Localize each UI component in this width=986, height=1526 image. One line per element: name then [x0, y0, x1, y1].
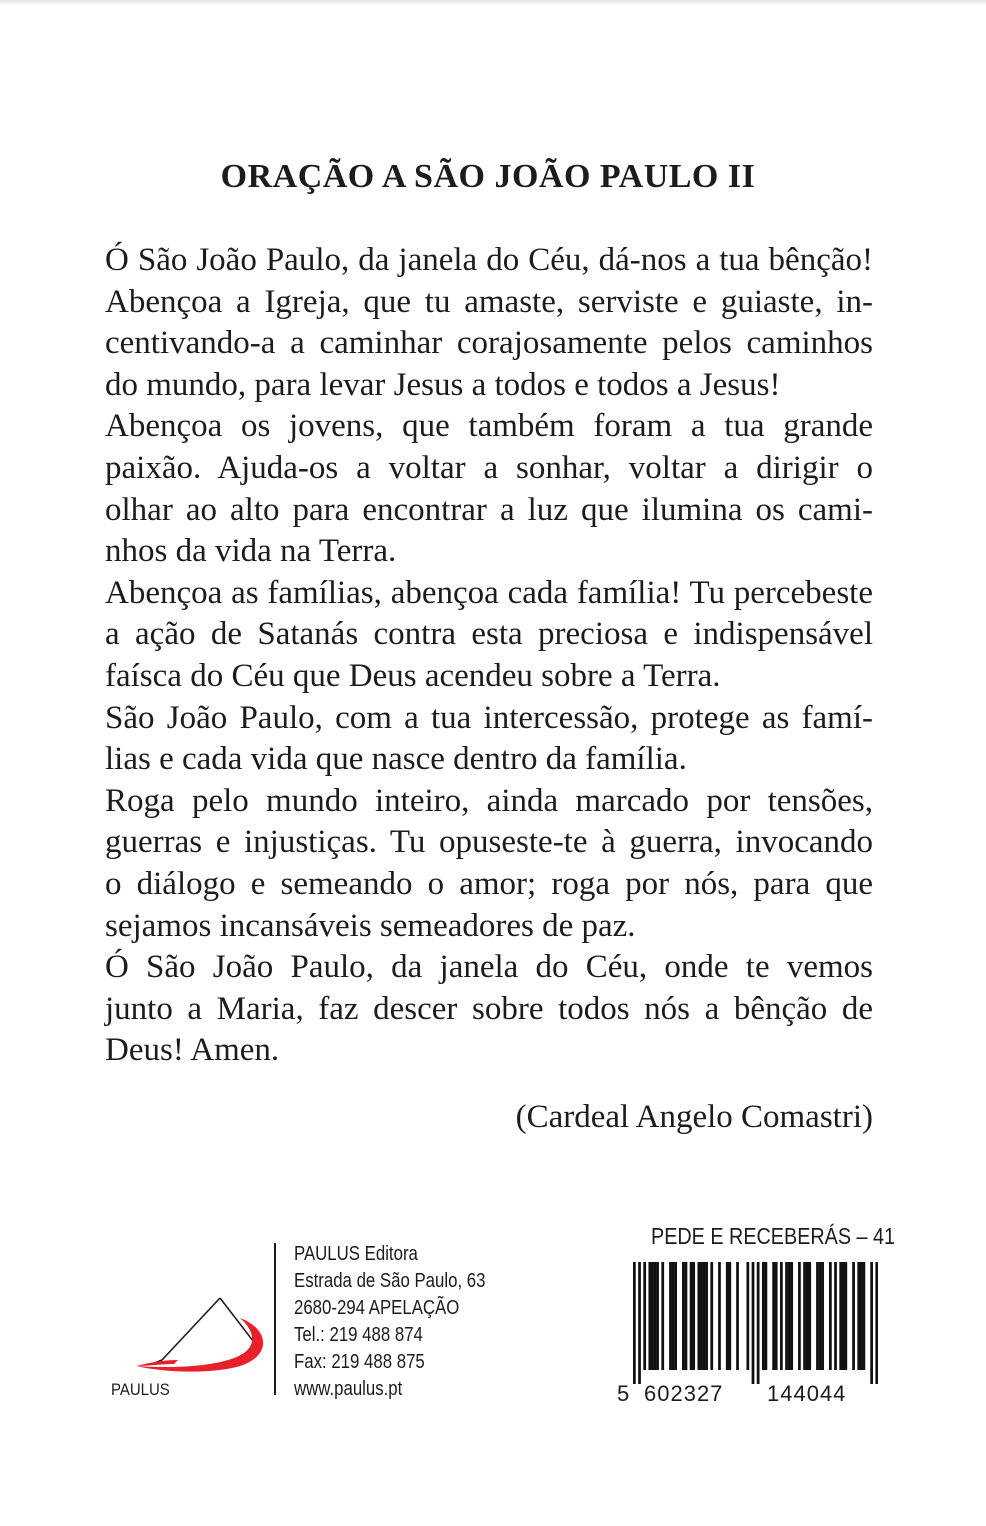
barcode-bar	[863, 1262, 866, 1370]
barcode-bar	[656, 1262, 659, 1370]
barcode-bar	[648, 1262, 651, 1370]
barcode-bar	[757, 1262, 760, 1384]
barcode-bar	[726, 1262, 729, 1370]
prayer-line: olhar ao alto para encontrar a luz que ilumina os cami-	[105, 491, 873, 528]
prayer-line: nhos da vida na Terra.	[105, 533, 397, 570]
cover-top-edge	[0, 0, 986, 6]
prayer-line: o diálogo e semeando o amor; roga por nós, para que	[105, 865, 873, 902]
prayer-line: São João Paulo, com a tua intercessão, protege as famí-	[105, 699, 873, 736]
prayer-text	[105, 240, 873, 1072]
barcode-bar	[780, 1262, 783, 1370]
barcode-bar	[788, 1262, 791, 1370]
prayer-author: (Cardeal Angelo Comastri)	[515, 1099, 873, 1135]
barcode-bar	[654, 1262, 657, 1370]
barcode-bar	[790, 1262, 793, 1370]
barcode-bar	[643, 1262, 646, 1370]
prayer-line: Abençoa os jovens, que também foram a tua grande	[105, 408, 873, 445]
prayer-line: a ação de Satanás contra esta preciosa e indispensável	[105, 616, 873, 653]
barcode-bar	[728, 1262, 731, 1370]
barcode-bar	[842, 1262, 845, 1370]
barcode-first-digit: 5	[617, 1381, 631, 1406]
barcode-bar	[775, 1262, 778, 1370]
barcode-bar	[661, 1262, 664, 1370]
barcode-bar	[685, 1262, 688, 1370]
prayer-line: Ó São João Paulo, da janela do Céu, onde te vemos	[105, 949, 873, 986]
barcode-bar	[772, 1262, 775, 1370]
publisher-name: PAULUS Editora	[294, 1243, 418, 1265]
barcode-bar	[700, 1262, 703, 1370]
barcode-bar	[669, 1262, 672, 1370]
barcode-bar	[746, 1262, 749, 1370]
barcode-bar	[821, 1262, 824, 1370]
barcode-bar	[860, 1262, 863, 1370]
barcode-bar	[718, 1262, 721, 1370]
prayer-line: Abençoa a Igreja, que tu amaste, serviste e guiaste, in-	[105, 283, 873, 320]
barcode-bar	[705, 1262, 708, 1370]
barcode-bar	[852, 1262, 855, 1370]
prayer-line: Ó São João Paulo, da janela do Céu, dá-nos a tua bênção!	[105, 242, 873, 278]
prayer-title: ORAÇÃO A SÃO JOÃO PAULO II	[220, 158, 756, 195]
barcode-bar	[834, 1262, 837, 1370]
publisher-fax: Fax: 219 488 875	[294, 1351, 425, 1373]
barcode-bar	[682, 1262, 685, 1370]
prayer-line: sejamos incansáveis semeadores de paz.	[105, 907, 636, 944]
prayer-line: paixão. Ajuda-os a voltar a sonhar, voltar a dirigir o	[105, 449, 873, 486]
barcode-bar	[638, 1262, 641, 1384]
series-label: PEDE E RECEBERÁS – 41	[651, 1223, 896, 1249]
publisher-website: www.paulus.pt	[294, 1378, 403, 1400]
barcode-bar	[844, 1262, 847, 1370]
barcode-bar	[808, 1262, 811, 1370]
barcode-bar	[839, 1262, 842, 1370]
barcode-bar	[736, 1262, 739, 1370]
barcode-bar	[806, 1262, 809, 1370]
barcode-bar	[752, 1262, 755, 1384]
barcode-bar	[633, 1262, 636, 1384]
prayer-line: do mundo, para levar Jesus a todos e todos a Jesus!	[105, 366, 781, 403]
prayer-line: faísca do Céu que Deus acendeu sobre a Terra.	[105, 657, 721, 694]
barcode-bar	[651, 1262, 654, 1370]
barcode-bar	[765, 1262, 768, 1370]
prayer-line: Deus! Amen.	[105, 1032, 280, 1069]
publisher-address	[294, 1241, 485, 1403]
barcode-bar	[803, 1262, 806, 1370]
barcode-bar	[690, 1262, 693, 1370]
barcode-bar	[674, 1262, 677, 1370]
barcode-bar	[703, 1262, 706, 1370]
prayer-line: Abençoa as famílias, abençoa cada família! Tu percebeste	[105, 574, 873, 611]
barcode-bar	[697, 1262, 700, 1370]
publisher-street: Estrada de São Paulo, 63	[294, 1270, 486, 1292]
barcode-bar	[870, 1262, 873, 1384]
barcode-bar	[710, 1262, 713, 1370]
barcode-bar	[829, 1262, 832, 1370]
divider	[274, 1243, 276, 1395]
barcode-bar	[785, 1262, 788, 1370]
publisher-logo-label: PAULUS	[111, 1380, 170, 1399]
publisher-phone: Tel.: 219 488 874	[294, 1324, 423, 1346]
barcode-bar	[798, 1262, 801, 1370]
barcode-right-group: 144044	[767, 1381, 847, 1406]
publisher-postal: 2680-294 APELAÇÃO	[294, 1297, 460, 1319]
barcode-bar	[819, 1262, 822, 1370]
barcode-bar	[857, 1262, 860, 1370]
barcode-left-group: 602327	[644, 1381, 724, 1406]
prayer-line: junto a Maria, faz descer sobre todos nós a bênção de	[105, 990, 873, 1027]
barcode-bar	[692, 1262, 695, 1370]
barcode	[633, 1262, 878, 1384]
prayer-line: lias e cada vida que nasce dentro da família.	[105, 741, 687, 778]
prayer-line: Roga pelo mundo inteiro, ainda marcado por tensões,	[105, 782, 873, 819]
barcode-bar	[816, 1262, 819, 1370]
barcode-bar	[762, 1262, 765, 1370]
prayer-line: guerras e injustiças. Tu opuseste-te à guerra, invocando	[105, 824, 873, 861]
barcode-bar	[672, 1262, 675, 1370]
prayer-line: centivando-a a caminhar corajosamente pelos caminhos	[105, 325, 873, 362]
barcode-bar	[875, 1262, 878, 1384]
